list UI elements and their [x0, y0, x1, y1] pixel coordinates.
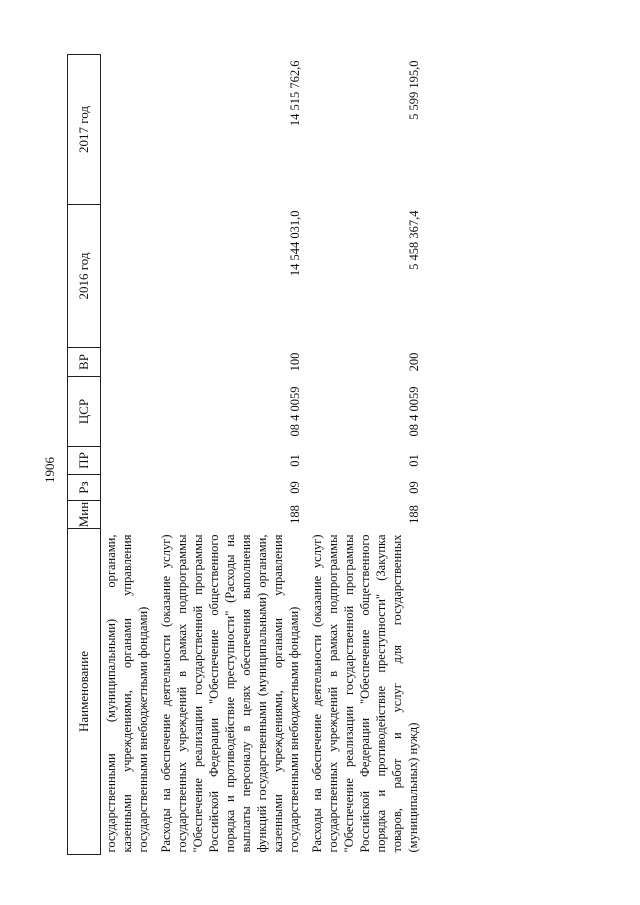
row-csr: 08 4 0059 — [407, 386, 421, 437]
header-name: Наименование — [68, 529, 101, 855]
row-pr: 01 — [407, 454, 421, 467]
page-number: 1906 — [42, 457, 57, 483]
row-2017 — [101, 55, 153, 205]
row-2016: 5 458 367,4 — [407, 210, 421, 270]
row-vr — [101, 348, 153, 377]
header-2016: 2016 год — [68, 205, 101, 348]
table-row — [101, 55, 153, 855]
row-name: Расходы на обеспечение деятельности (оказание услуг) государственных учреждений в рамках подпрограммы "Обеспечение реализации государственной программы Российской Федерации "Обеспечение общественного порядка и противодействие преступности" (Закупка товаров, работ и услуг для государственных (муниципальных) нужд) — [310, 534, 420, 853]
header-min: Мин — [68, 501, 101, 529]
row-rz — [101, 475, 153, 501]
row-min: 188 — [407, 505, 421, 524]
header-vr: ВР — [68, 348, 101, 377]
row-2017: 14 515 762,6 — [288, 60, 302, 127]
table-row — [152, 55, 303, 855]
row-pr: 01 — [288, 454, 302, 467]
row-min — [101, 501, 153, 529]
row-rz: 09 — [407, 481, 421, 494]
header-csr: ЦСР — [68, 377, 101, 447]
row-vr: 200 — [407, 352, 421, 372]
row-min: 188 — [288, 505, 302, 524]
row-vr: 100 — [288, 352, 302, 372]
budget-table-rotated — [67, 55, 602, 855]
row-csr — [101, 377, 153, 447]
header-pr: ПР — [68, 447, 101, 475]
row-csr: 08 4 0059 — [288, 386, 302, 437]
row-name: государственными (муниципальными) органами, казенными учреждениями, органами управления государственными внебюджетными фондами) — [104, 534, 150, 853]
budget-table — [67, 54, 422, 855]
header-2017: 2017 год — [68, 55, 101, 205]
row-pr — [101, 447, 153, 475]
row-rz: 09 — [288, 481, 302, 494]
row-name: Расходы на обеспечение деятельности (оказание услуг) государственных учреждений в рамках подпрограммы "Обеспечение реализации государственной программы Российской Федерации "Обеспечение общественного порядка и противодействие преступности" (Расходы на выплаты персоналу в целях обеспечения выполнения функций государственными (муниципальными) органами, казенными учреждениями, органами управления государственными внебюджетными фондами) — [159, 534, 301, 853]
header-rz: Рз — [68, 475, 101, 501]
header-row — [68, 55, 101, 855]
row-2016: 14 544 031,0 — [288, 210, 302, 277]
row-2016 — [101, 205, 153, 348]
table-row — [303, 55, 422, 855]
row-2017: 5 599 195,0 — [407, 60, 421, 120]
